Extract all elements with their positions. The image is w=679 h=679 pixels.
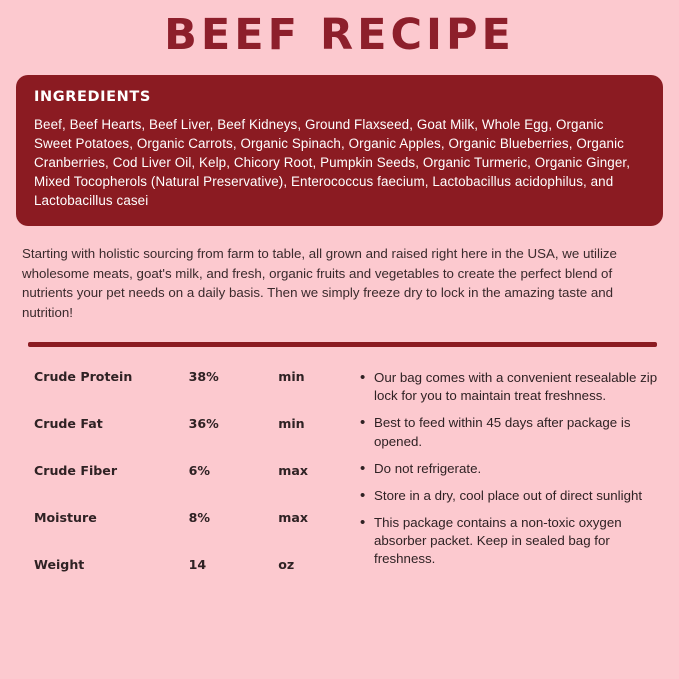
description-paragraph: Starting with holistic sourcing from farm to table, all grown and raised right here in the USA, we utilize wholesome meats, goat's milk, and fresh, organic fruits and vegetables to create the perfect blend of nutrients your pet needs on a daily basis. Then we simply freeze dry to lock in the amazing taste and nutrition! <box>22 246 617 320</box>
page-title: BEEF RECIPE <box>164 10 515 60</box>
analysis-row-value: 36% <box>188 416 219 432</box>
analysis-row-name: Moisture <box>34 510 97 526</box>
analysis-row-unit: oz <box>278 557 295 573</box>
list-item: • Store in a dry, cool place out of direct sunlight <box>374 487 661 505</box>
guaranteed-analysis-block <box>18 369 348 572</box>
ingredients-panel <box>16 75 663 226</box>
analysis-row-value: 14 <box>188 557 207 573</box>
storage-notes-list <box>356 369 661 568</box>
section-divider <box>28 342 657 347</box>
analysis-row-value: 38% <box>188 369 219 385</box>
analysis-row-unit: min <box>278 369 305 385</box>
list-item: • Best to feed within 45 days after package is opened. <box>374 414 661 450</box>
analysis-row-name: Crude Fat <box>34 416 103 432</box>
lower-section <box>18 369 661 577</box>
analysis-row-value: 6% <box>188 463 211 479</box>
analysis-row-unit: max <box>278 510 308 526</box>
analysis-row-name: Crude Protein <box>34 369 133 385</box>
analysis-row-name: Crude Fiber <box>34 463 118 479</box>
ingredients-list-text: Beef, Beef Hearts, Beef Liver, Beef Kidneys, Ground Flaxseed, Goat Milk, Whole Egg, Organic Sweet Potatoes, Organic Carrots, Organic Spinach, Organic Apples, Organic Blueberries, Organic Cranberries, Cod Liver Oil, Kelp, Chicory Root, Pumpkin Seeds, Organic Turmeric, Organic Ginger, Mixed Tocopherols (Natural Preservative), Enterococcus faecium, Lactobacillus acidophilus, and Lactobacillus casei <box>34 117 631 209</box>
storage-notes-block <box>348 369 661 577</box>
analysis-row-name: Weight <box>34 557 85 573</box>
table-row <box>34 463 348 510</box>
table-row <box>34 369 348 416</box>
table-row <box>34 416 348 463</box>
analysis-row-value: 8% <box>188 510 211 526</box>
analysis-table <box>34 369 348 572</box>
list-item: • Do not refrigerate. <box>374 460 661 478</box>
ingredients-heading: INGREDIENTS <box>34 89 151 105</box>
analysis-row-unit: min <box>278 416 305 432</box>
list-item: • This package contains a non-toxic oxygen absorber packet. Keep in sealed bag for freshness. <box>374 514 661 568</box>
table-row <box>34 557 348 572</box>
analysis-row-unit: max <box>278 463 308 479</box>
table-row <box>34 510 348 557</box>
list-item: • Our bag comes with a convenient resealable zip lock for you to maintain treat freshness. <box>374 369 661 405</box>
